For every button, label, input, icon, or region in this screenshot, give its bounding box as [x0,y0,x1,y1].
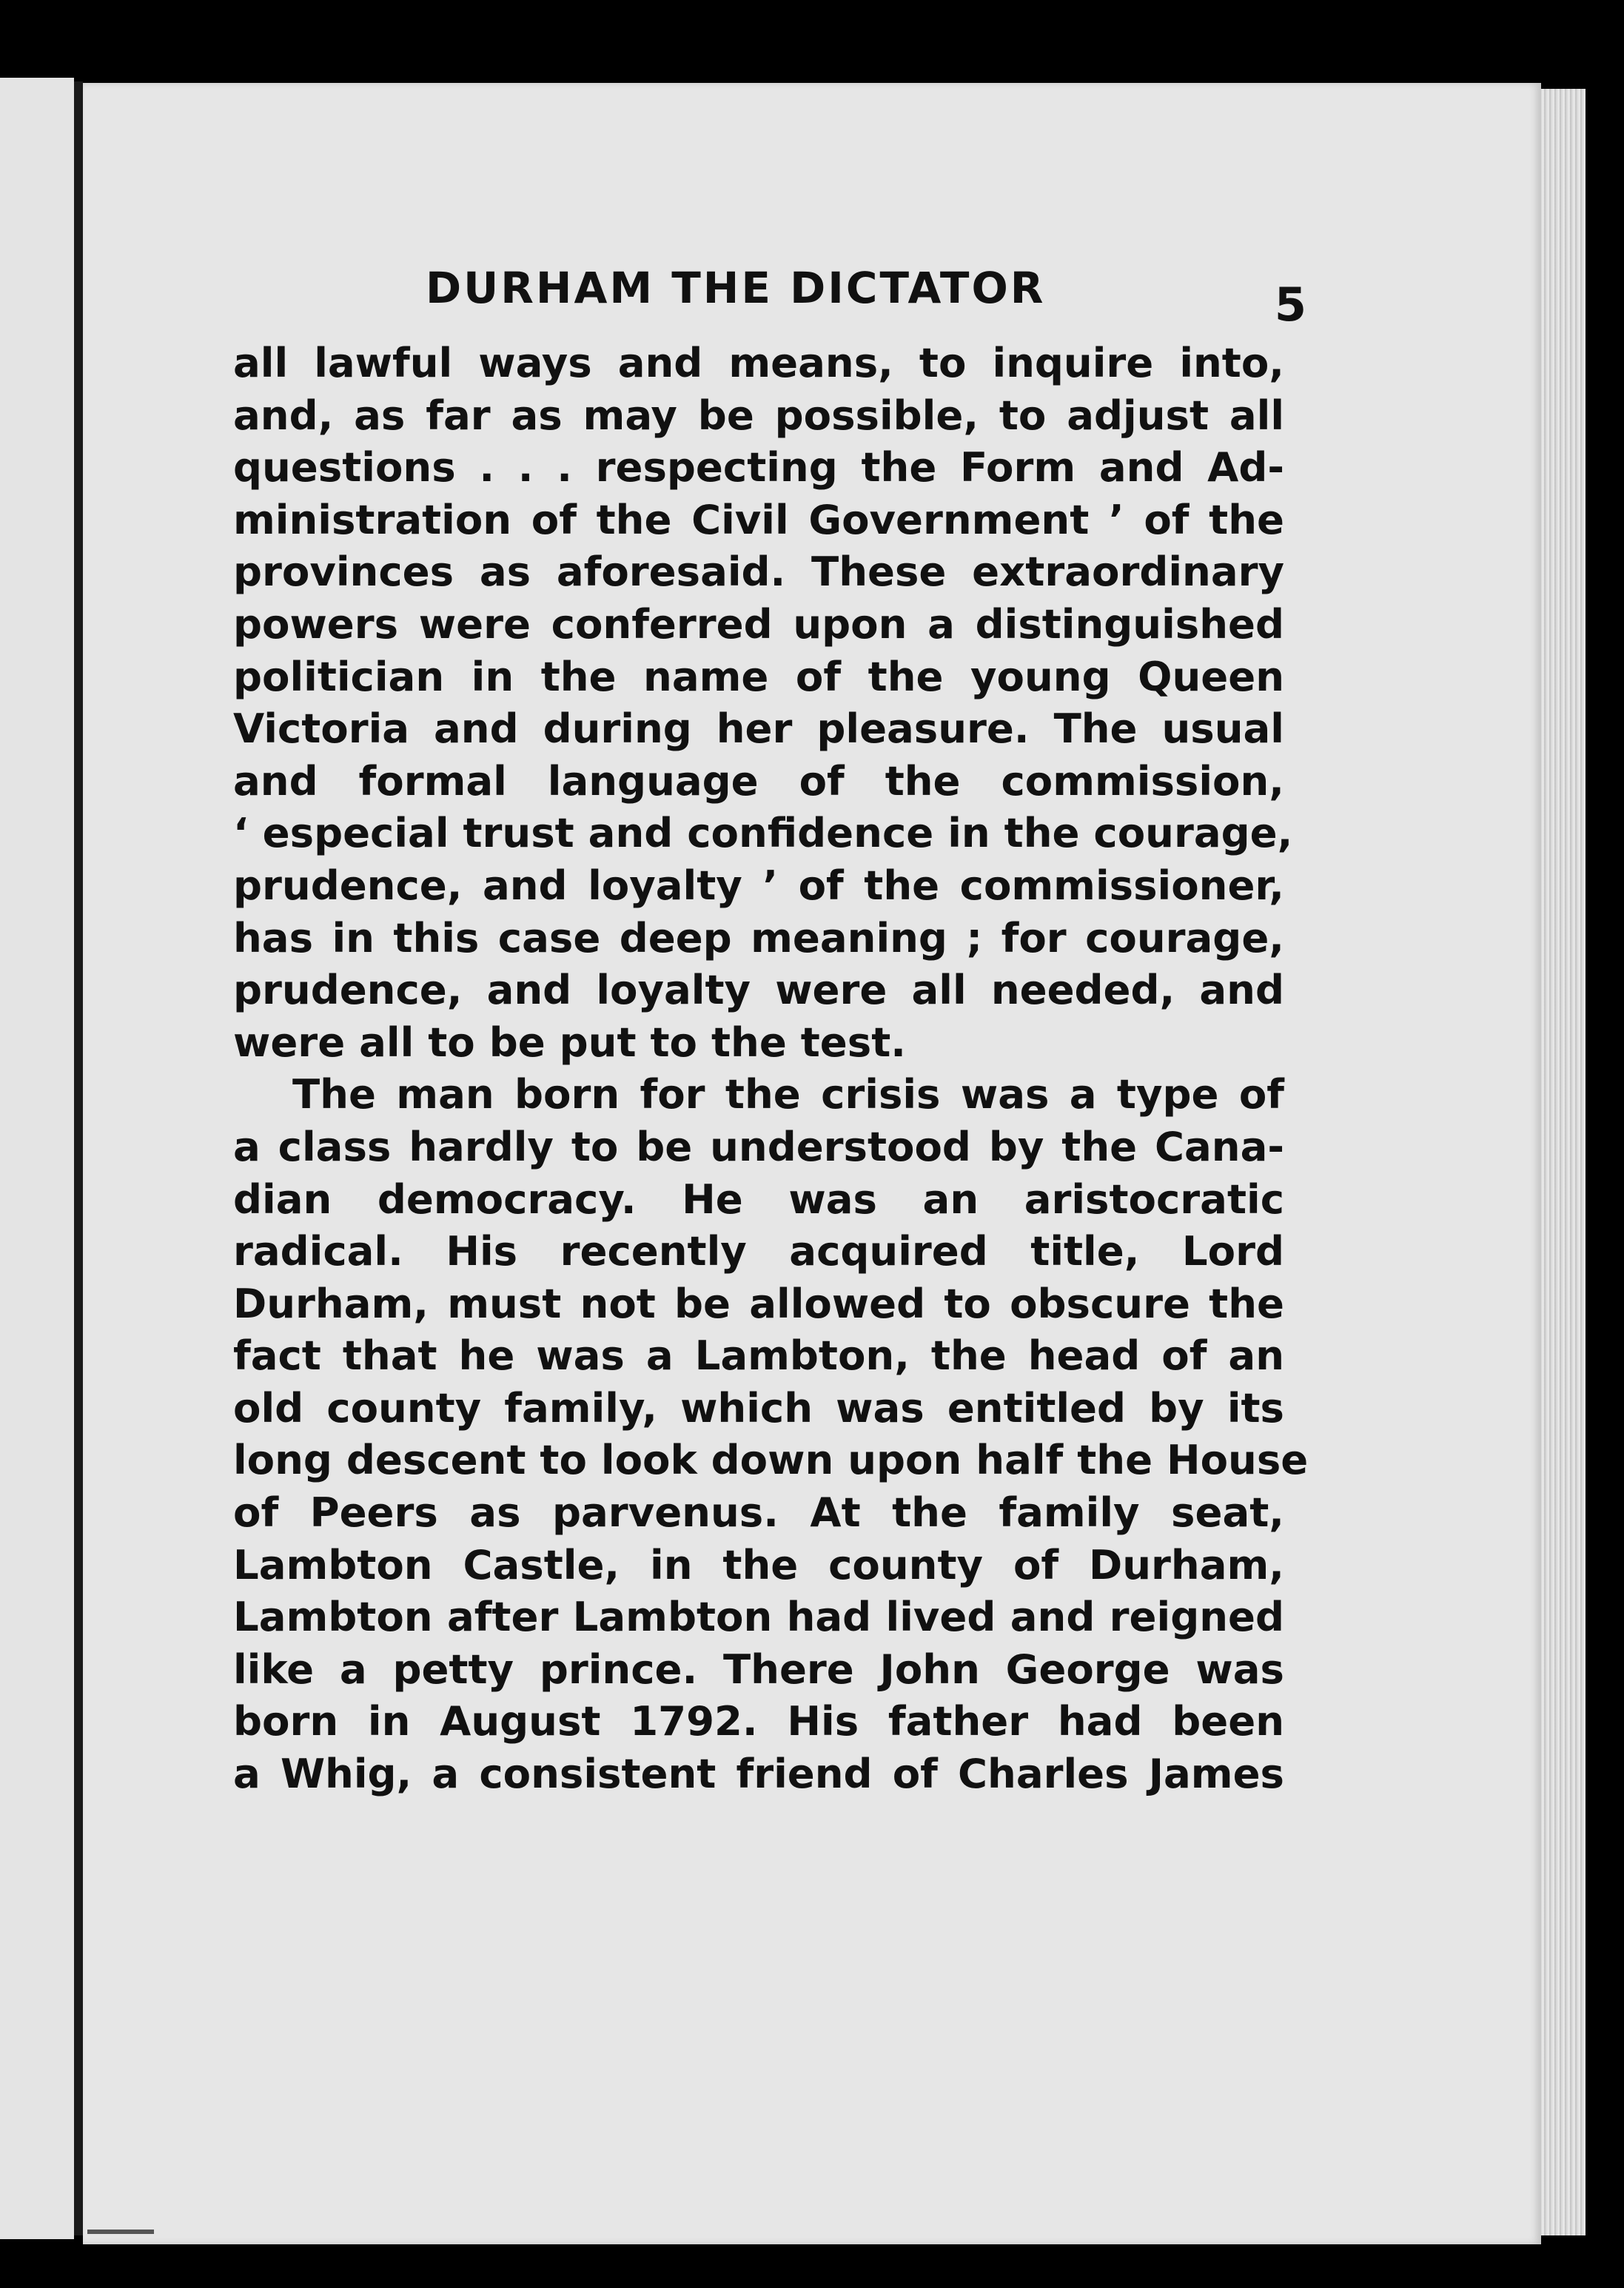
text-line: born in August 1792. His father had been [233,1697,1284,1745]
text-line: like a petty prince. There John George was [233,1645,1284,1693]
text-line: of Peers as parvenus. At the family seat, [233,1489,1284,1537]
paragraph [233,1068,1309,1799]
page-fore-edge [1541,89,1586,2235]
text-line: all lawful ways and means, to inquire into, [233,339,1284,386]
text-line: Durham, must not be allowed to obscure the [233,1279,1284,1327]
page-number: 5 [1274,278,1306,332]
text-line: Lambton Castle, in the county of Durham, [233,1540,1284,1588]
text-line: radical. His recently acquired title, Lord [233,1227,1284,1275]
page-header [426,263,1306,332]
text-line: ‘ especial trust and confidence in the courage, [233,809,1293,857]
page-bottom-mark [87,2230,154,2234]
text-line: questions . . . respecting the Form and Ad- [233,443,1284,492]
body-text [233,337,1309,1800]
text-line: powers were conferred upon a distinguished [233,600,1284,648]
text-line: politician in the name of the young Queen [233,652,1284,700]
text-line: Victoria and during her pleasure. The usual [233,705,1284,753]
paragraph [233,337,1293,1068]
text-line: The man born for the crisis was a type of [292,1070,1284,1118]
text-line: and, as far as may be possible, to adjust all [233,391,1284,439]
text-line: prudence, and loyalty ’ of the commissioner, [233,861,1284,909]
text-line: a class hardly to be understood by the Cana- [233,1122,1284,1170]
text-line: prudence, and loyalty were all needed, and [233,966,1284,1014]
running-head: DURHAM THE DICTATOR [426,263,1046,313]
text-line: fact that he was a Lambton, the head of an [233,1332,1284,1380]
text-line: old county family, which was entitled by its [233,1383,1284,1432]
text-line: has in this case deep meaning ; for courage, [233,913,1284,962]
text-line: provinces as aforesaid. These extraordinary [233,548,1284,596]
text-line: a Whig, a consistent friend of Charles James [233,1750,1284,1798]
text-line: and formal language of the commission, [233,756,1284,805]
previous-page-edge [0,78,74,2239]
text-line: were all to be put to the test. [233,1018,906,1066]
text-line: ministration of the Civil Government ’ of the [233,495,1284,543]
book-gutter [74,81,83,2235]
text-line: dian democracy. He was an aristocratic [233,1175,1284,1223]
text-line: Lambton after Lambton had lived and reigned [233,1593,1284,1641]
text-line: long descent to look down upon half the House [233,1436,1309,1484]
